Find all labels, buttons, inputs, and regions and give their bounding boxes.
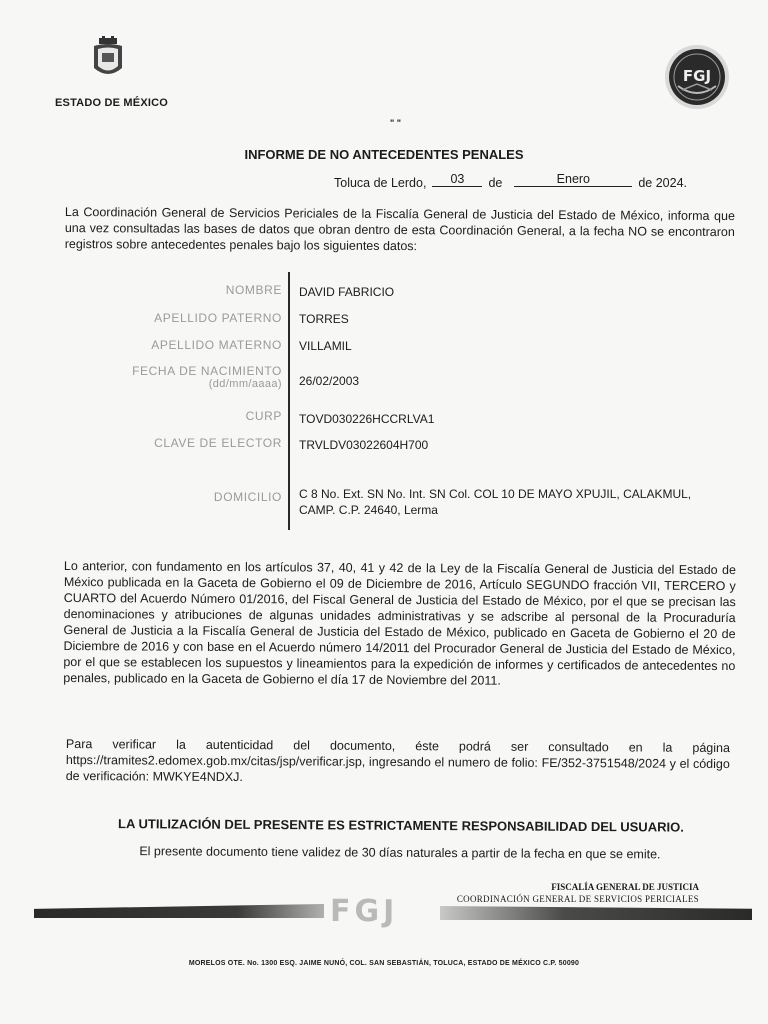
nombre-label: NOMBRE: [225, 283, 282, 297]
intro-paragraph: La Coordinación General de Servicios Periciales de la Fiscalía General de Justicia del Estado de México, informa que una vez consultadas las bases de datos que obran dentro de esta Coordinación General, a la fecha NO se encontraron registros sobre antecedentes penales bajo los siguientes datos:: [64, 204, 735, 254]
validity-notice: El presente documento tiene validez de 30 días naturales a partir de la fecha en que se emite.: [139, 844, 661, 862]
fecha-nacimiento-format: (dd/mm/aaaa): [208, 378, 282, 390]
apellido-materno-label: APELLIDO MATERNO: [151, 338, 282, 352]
footer-institution: FISCALÍA GENERAL DE JUSTICIA: [551, 882, 699, 892]
state-name: ESTADO DE MÉXICO: [55, 97, 169, 109]
footer-band-right: [440, 906, 752, 920]
footer-coordination: COORDINACIÓN GENERAL DE SERVICIOS PERICIALES: [456, 894, 699, 904]
verification-paragraph: Para verificar la autenticidad del documento, éste podrá ser consultado en la página https://tramites2.edomex.gob.mx/citas/jsp/verificar.jsp, ingresando el numero de folio: FE/352-3751548/2024 y el código de verificación: MWKYE4NDXJ.: [65, 737, 730, 785]
curp-value: TOVD030226HCCRLVA1: [299, 412, 435, 426]
fgj-logo-text-layer: [664, 44, 730, 110]
footer-address: MORELOS OTE. No. 1300 ESQ. JAIME NUNÓ, COL. SAN SEBASTIÁN, TOLUCA, ESTADO DE MÉXICO C.P. 50090: [188, 960, 580, 967]
fecha-nacimiento-label-text: FECHA DE NACIMIENTO: [132, 364, 282, 378]
apellido-paterno-label: APELLIDO PATERNO: [154, 311, 282, 325]
apellido-paterno-value: TORRES: [299, 312, 349, 326]
dateline: [334, 172, 688, 191]
footer-fgj-logo: FGJ: [330, 894, 399, 929]
fgj-logo-text: FGJ: [682, 67, 712, 85]
clave-elector-value: TRVLDV03022604H700: [299, 438, 429, 452]
document-title: INFORME DE NO ANTECEDENTES PENALES: [244, 147, 524, 162]
apellido-materno-value: VILLAMIL: [299, 339, 352, 353]
dateline-place: Toluca de Lerdo,: [334, 176, 427, 190]
dateline-month: Enero: [514, 172, 632, 187]
nombre-value: DAVID FABRICIO: [299, 285, 395, 299]
state-seal-icon: [90, 36, 126, 82]
personal-data-table: [60, 272, 740, 530]
dateline-day: 03: [432, 172, 482, 187]
domicilio-value: C 8 No. Ext. SN No. Int. SN Col. COL 10 DE MAYO XPUJIL, CALAKMUL, CAMP. C.P. 24640, Lerma: [299, 487, 692, 517]
dateline-year: de 2024.: [638, 176, 688, 190]
header-marks: " ": [390, 118, 402, 128]
table-divider: [288, 272, 290, 530]
legal-basis-paragraph: Lo anterior, con fundamento en los artículos 37, 40, 41 y 42 de la Ley de la Fiscalía General de Justicia del Estado de México publicada en la Gaceta de Gobierno el 09 de Diciembre de 2016, Artículo SEGUNDO fracción VII, TERCERO y CUARTO del Acuerdo Número 01/2016, del Fiscal General de Justicia del Estado de México, por el que se precisan las denominaciones y atribuciones de algunas unidades administrativas y se adscribe al personal de la Procuraduría General de Justicia a la Fiscalía General de Justicia del Estado de México, publicado en Gaceta de Gobierno el 20 de Diciembre de 2016 y con base en el Acuerdo número 14/2011 del Procurador General de Justicia del Estado de México, por el que se establecen los supuestos y lineamientos para la expedición de informes y certificados de antecedentes no penales, publicado en la Gaceta de Gobierno el día 17 de Noviembre del 2011.: [63, 559, 736, 688]
fecha-nacimiento-value: 26/02/2003: [299, 374, 360, 388]
fecha-nacimiento-label: [132, 364, 282, 390]
dateline-de: de: [488, 176, 503, 190]
curp-label: CURP: [245, 409, 282, 423]
responsibility-warning: LA UTILIZACIÓN DEL PRESENTE ES ESTRICTAMENTE RESPONSABILIDAD DEL USUARIO.: [118, 816, 684, 835]
clave-elector-label: CLAVE DE ELECTOR: [154, 436, 282, 450]
domicilio-label: DOMICILIO: [213, 490, 282, 504]
footer-band-left: [34, 904, 324, 918]
